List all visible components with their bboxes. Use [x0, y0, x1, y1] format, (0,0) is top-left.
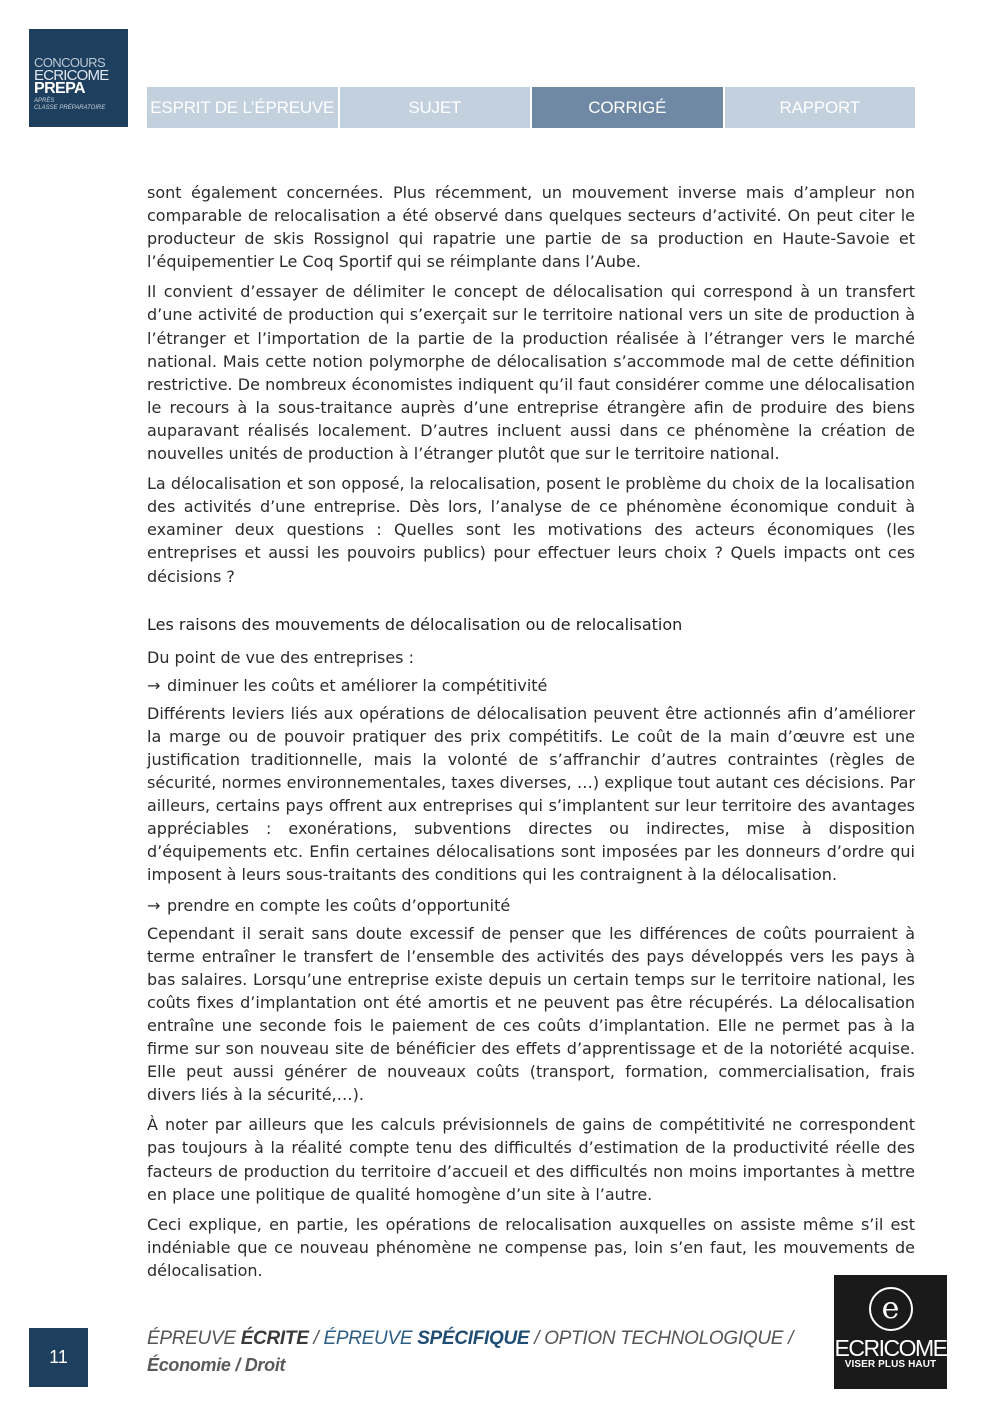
tab-corrige[interactable]: CORRIGÉ [532, 87, 723, 128]
tab-esprit-epreuve[interactable]: ESPRIT DE L’ÉPREUVE [147, 87, 338, 128]
logo-line-ecricome: ECRICOME [34, 67, 109, 84]
bullet-text: prendre en compte les coûts d’opportunité [167, 895, 511, 915]
footer-sep: / [529, 1328, 545, 1349]
paragraph: Cependant il serait sans doute excessif de penser que les différences de coûts pourraient à terme entraîner le transfert de l’ensemble des activités des pays développés vers les pays à bas salaires. Lorsqu’une entreprise existe depuis un certain temps sur le territoire national, les coûts fixes d’implantation ont été amortis et ne peuvent pas être récupérés. La délocalisation entraîne une seconde fois le paiement de ces coûts d’implantation. Elle ne permet pas à la firme sur son nouveau site de bénéficier des effets d’apprentissage et de la notoriété acquise. Elle peut aussi générer de nouveaux coûts (transport, formation, commercialisation, frais divers liés à la sécurité,…). [147, 923, 915, 1105]
footer-line-2: Économie / Droit [147, 1355, 286, 1375]
paragraph: À noter par ailleurs que les calculs prévisionnels de gains de compétitivité ne correspondent pas toujours à la réalité compte tenu des difficultés d’estimation de la productivité réelle des facteurs de production du territoire d’accueil et des difficultés non moins importantes à mettre en place une politique de qualité homogène d’un site à l’autre. [147, 1115, 915, 1204]
concours-logo [29, 29, 128, 127]
paragraph: La délocalisation et son opposé, la relocalisation, posent le problème du choix de la localisation des activités d’une entreprise. Dès lors, l’analyse de ce phénomène économique conduit à examiner deux questions : Quelles sont les motivations des acteurs économiques (les entreprises et aussi les pouvoirs publics) pour effectuer leurs choix ? Quels impacts ont ces décisions ? [147, 474, 915, 586]
section-heading: Les raisons des mouvements de délocalisation ou de relocalisation [147, 614, 683, 634]
footer-sep: / [308, 1328, 324, 1349]
bullet-text: diminuer les coûts et améliorer la compétitivité [167, 675, 548, 695]
arrow-right-icon: → [147, 675, 161, 695]
logo-classe: CLASSE PRÉPARATOIRE [34, 105, 106, 111]
arrow-right-icon: → [147, 895, 161, 915]
footer-specifique: SPÉCIFIQUE [417, 1328, 530, 1349]
paragraph: Ceci explique, en partie, les opérations de relocalisation auxquelles on assiste même s’il est indéniable que ce nouveau phénomène ne compense pas, loin s’en faut, les mouvements de délocalisation. [147, 1214, 915, 1280]
footer-ecrite: ÉCRITE [240, 1328, 309, 1349]
ecricome-brand-logo [834, 1275, 947, 1389]
brand-name: ECRICOME [834, 1335, 947, 1361]
document-body [147, 181, 915, 1289]
logo-apres: APRÈS [34, 98, 55, 104]
paragraph: sont également concernées. Plus récemment, un mouvement inverse mais d’ampleur non comparable de relocalisation a été observé dans quelques secteurs d’activité. On peut citer le producteur de skis Rossignol qui rapatrie une partie de sa production en Haute-Savoie et l’équipementier Le Coq Sportif qui se réimplante dans l’Aube. [147, 183, 915, 272]
paragraph: Différents leviers liés aux opérations de délocalisation peuvent être actionnés afin d’améliorer la marge ou de pouvoir pratiquer des prix compétitifs. Le coût de la main d’œuvre est une justification traditionnelle, mais la volonté de s’affranchir d’autres contraintes (règles de sécurité, normes environnementales, taxes diverses, …) explique tout autant ces décisions. Par ailleurs, certains pays offrent aux entreprises qui s’implantent sur leur territoire des avantages appréciables : exonérations, subventions directes ou indirectes, mise à disposition d’équipements etc. Enfin certaines délocalisations sont imposées par les donneurs d’ordre qui imposent à leurs sous-traitants des conditions qui les contraignent à la délocalisation. [147, 703, 915, 885]
footer-epreuve-2: ÉPREUVE [323, 1328, 418, 1349]
ecricome-e-icon: e [869, 1287, 913, 1331]
bullet-item [147, 674, 915, 697]
section-tabs [147, 87, 915, 128]
brand-tagline: VISER PLUS HAUT [844, 1359, 937, 1370]
paragraph: Du point de vue des entreprises : [147, 647, 414, 667]
tab-sujet[interactable]: SUJET [340, 87, 531, 128]
footer-option: OPTION TECHNOLOGIQUE [544, 1328, 784, 1349]
tab-rapport[interactable]: RAPPORT [725, 87, 916, 128]
footer-title [147, 1326, 793, 1378]
page-number: 11 [29, 1328, 88, 1387]
logo-line-prepa: PREPA [34, 80, 85, 97]
footer-sep: / [783, 1328, 794, 1349]
logo-line-subtitle [34, 98, 124, 112]
footer-line-1 [147, 1326, 793, 1352]
footer-epreuve: ÉPREUVE [147, 1328, 241, 1349]
logo-line-concours: CONCOURS [34, 55, 106, 70]
bullet-item [147, 894, 915, 917]
paragraph: Il convient d’essayer de délimiter le concept de délocalisation qui correspond à un transfert d’une activité de production qui s’exerçait sur le territoire national vers un site de production à l’étranger et l’importation de la partie de la production réalisée à l’étranger vers le marché national. Mais cette notion polymorphe de délocalisation s’accommode mal de cette définition restrictive. De nombreux économistes indiquent qu’il faut considérer comme une délocalisation le recours à la sous-traitance auprès d’une entreprise étrangère afin de produire des biens auparavant réalisés localement. D’autres incluent aussi dans ce phénomène la création de nouvelles unités de production à l’étranger plutôt que sur le territoire national. [147, 282, 915, 464]
